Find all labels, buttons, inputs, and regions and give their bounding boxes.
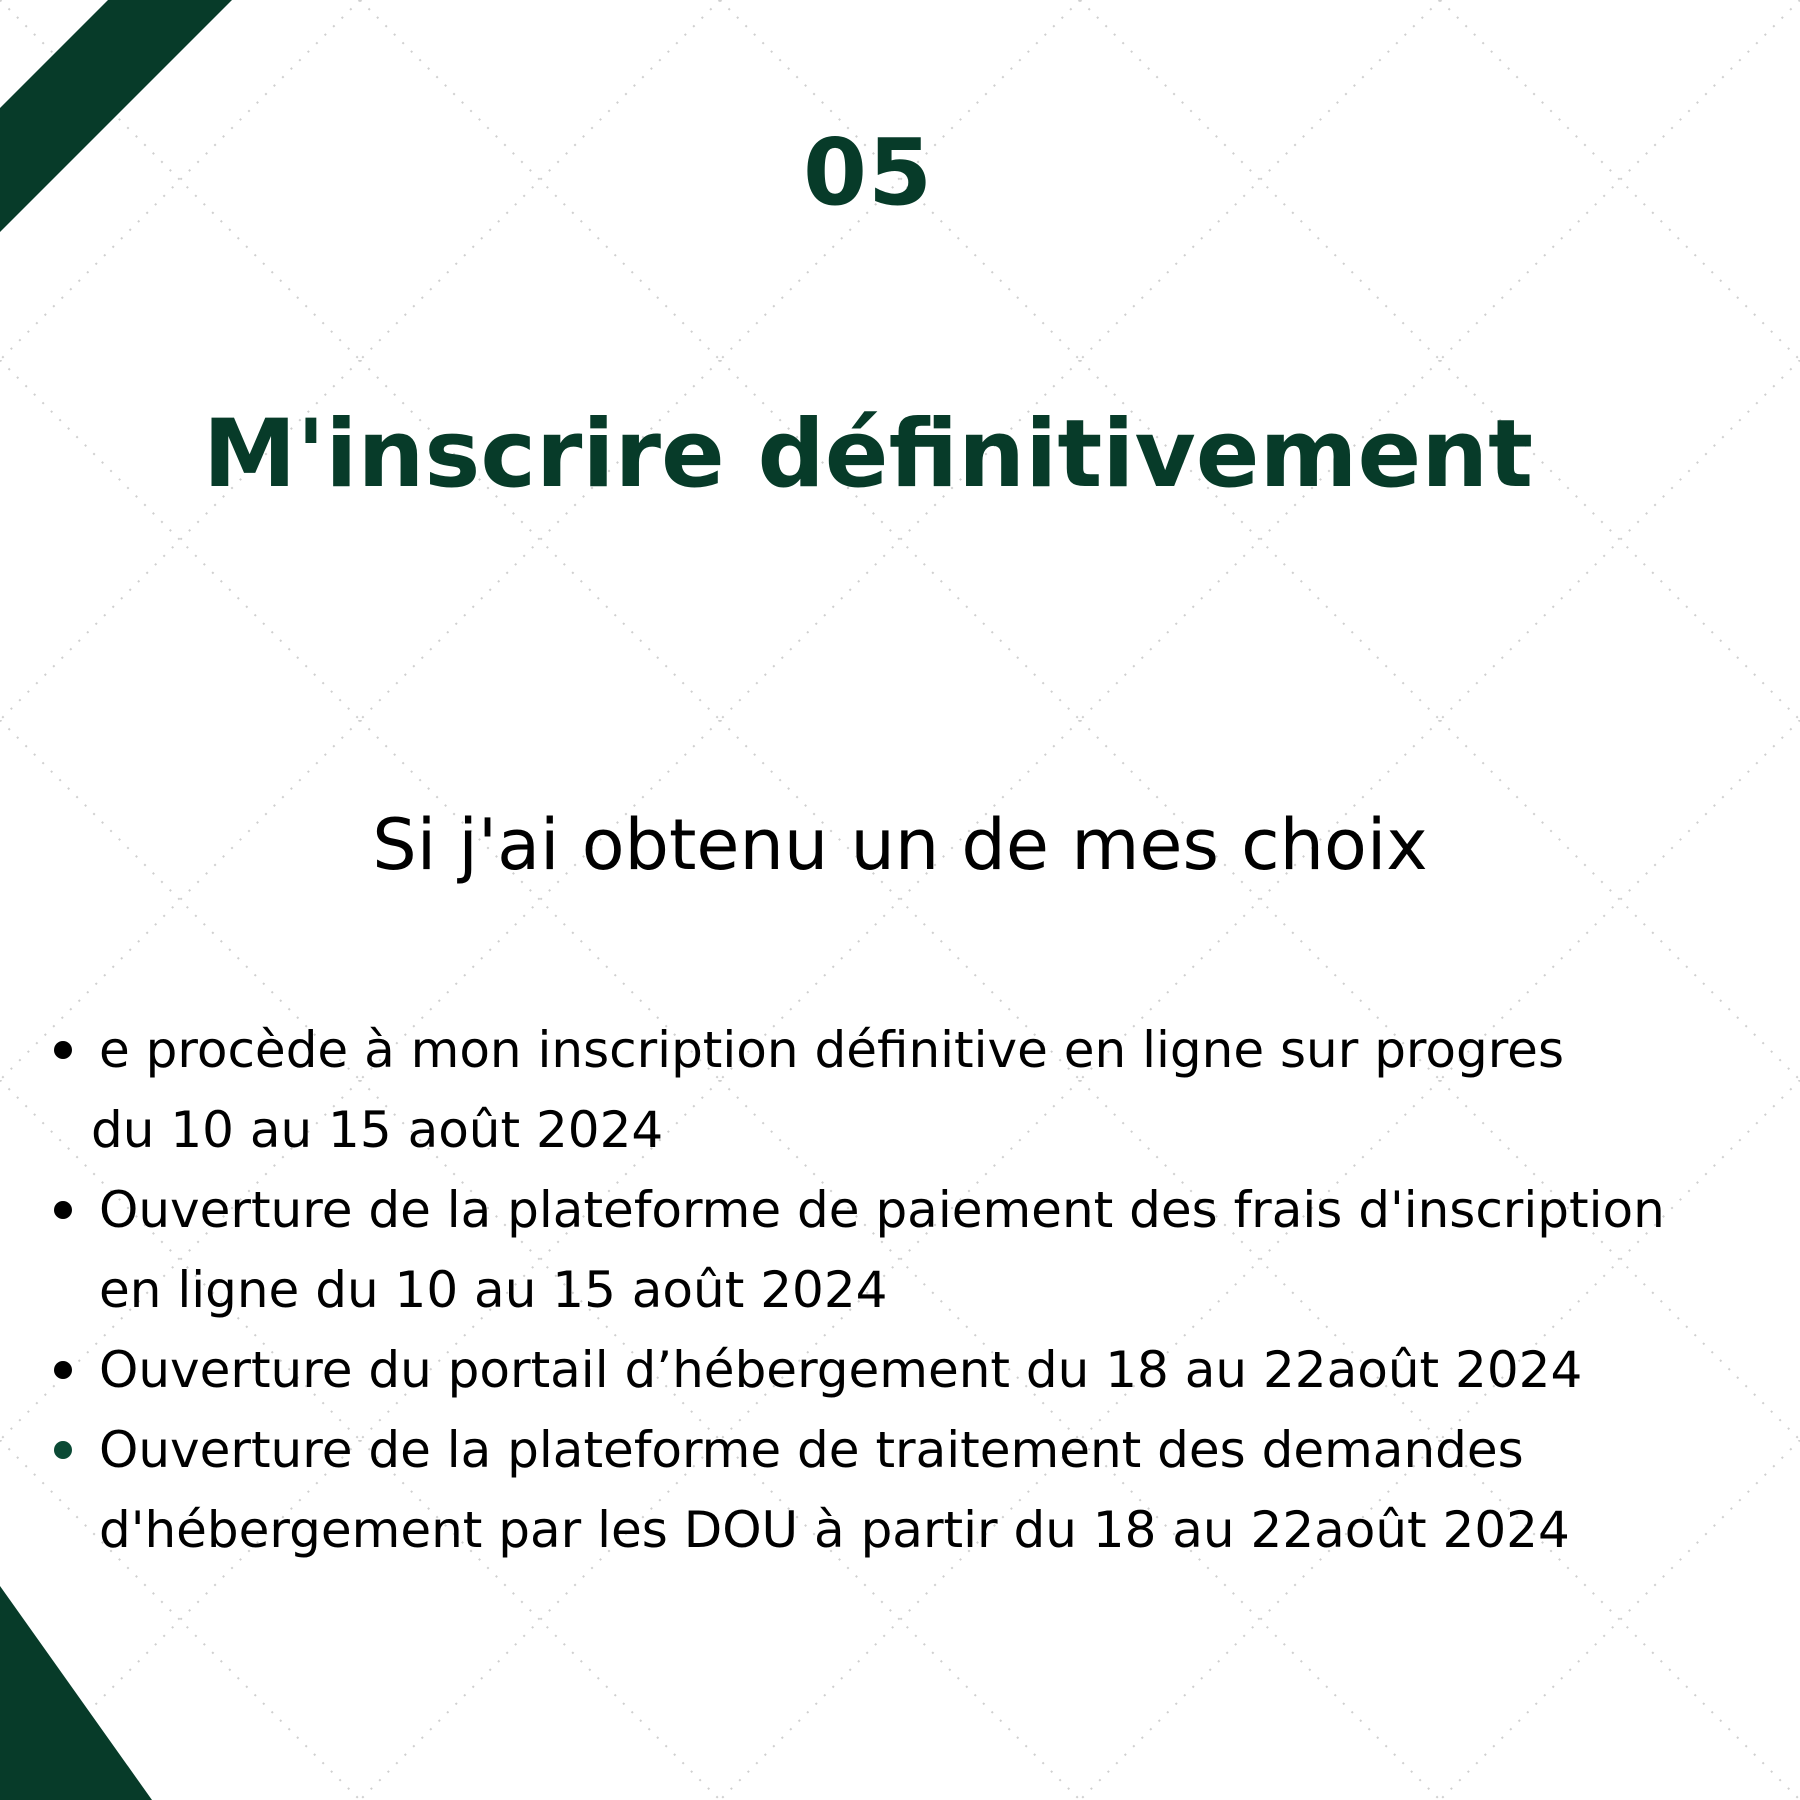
bullet-icon [54,1441,72,1459]
list-item-line: Ouverture de la plateforme de traitement des demandes [99,1421,1524,1479]
steps-list [45,1010,1775,1570]
list-item-line: d'hébergement par les DOU à partir du 18 au 22août 2024 [99,1501,1570,1559]
list-item-line: en ligne du 10 au 15 août 2024 [99,1261,888,1319]
bullet-icon [54,1041,72,1059]
section-subtitle: Si j'ai obtenu un de mes choix [372,804,1428,886]
list-item [45,1170,1775,1330]
page-title: M'inscrire définitivement [202,400,1534,509]
list-item-line: e procède à mon inscription définitive en ligne sur progres [99,1021,1564,1079]
list-item-line: du 10 au 15 août 2024 [91,1101,664,1159]
list-item [45,1330,1775,1410]
bullet-icon [54,1361,72,1379]
list-item [45,1010,1775,1170]
bullet-icon [54,1201,72,1219]
bottom-left-stripe [0,1586,152,1800]
step-number: 05 [802,119,934,226]
list-item [45,1410,1775,1570]
list-item-line: Ouverture du portail d’hébergement du 18 au 22août 2024 [99,1341,1583,1399]
list-item-line: Ouverture de la plateforme de paiement des frais d'inscription [99,1181,1665,1239]
